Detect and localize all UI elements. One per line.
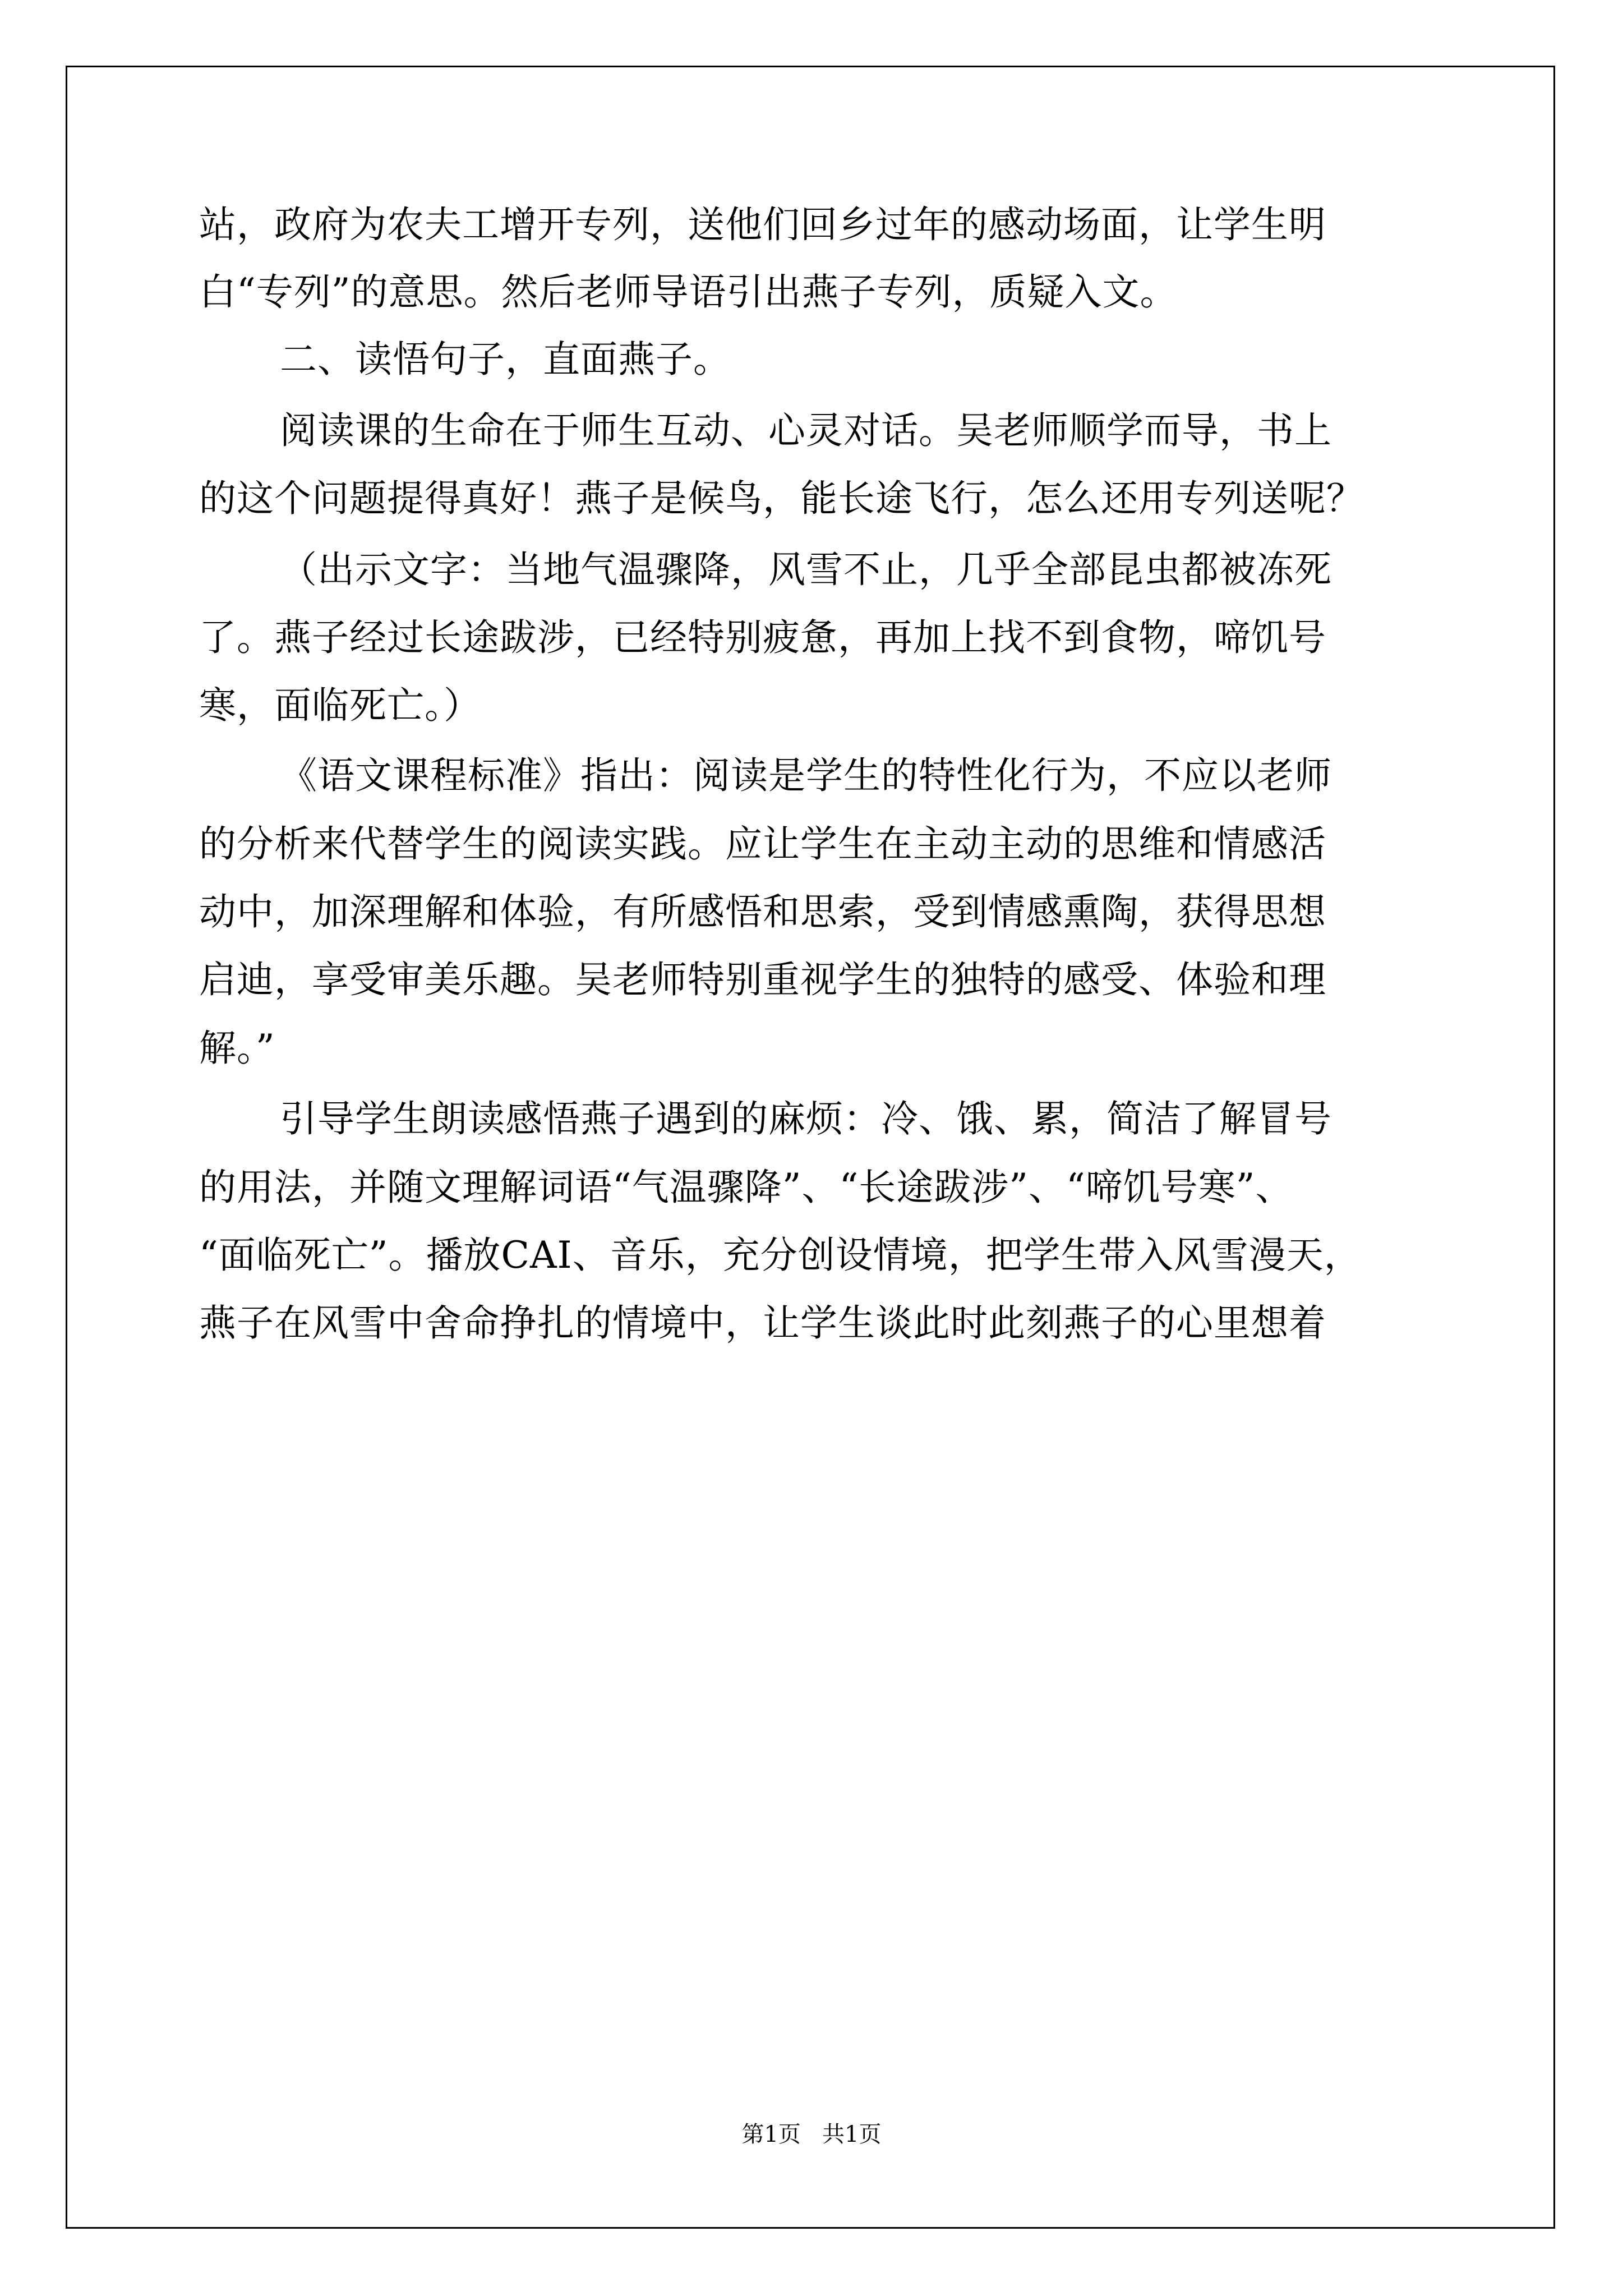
text-line: 白“专列”的意思。然后老师导语引出燕子专列，质疑入文。 bbox=[199, 270, 1178, 314]
text-line: 的用法，并随文理解词语“气温骤降”、“长途跋涉”、“啼饥号寒”、 bbox=[199, 1166, 1293, 1209]
text-line: 的分析来代替学生的阅读实践。应让学生在主动主动的思维和情感活 bbox=[199, 822, 1326, 866]
section-heading: 二、读悟句子，直面燕子。 bbox=[280, 338, 731, 381]
text-line: 站，政府为农夫工增开专列，送他们回乡过年的感动场面，让学生明 bbox=[199, 203, 1326, 246]
text-line: 动中，加深理解和体验，有所感悟和思索，受到情感熏陶，获得思想 bbox=[199, 890, 1326, 933]
text-line: 解。” bbox=[199, 1027, 275, 1070]
text-line: “面临死亡”。播放CAI、音乐，充分创设情境，把学生带入风雪漫天， bbox=[199, 1234, 1362, 1277]
text-line: 了。燕子经过长途跋涉，已经特别疲惫，再加上找不到食物，啼饥号 bbox=[199, 616, 1326, 659]
text-line: （出示文字：当地气温骤降，风雪不止，几乎全部昆虫都被冻死 bbox=[280, 548, 1332, 591]
page-border bbox=[66, 66, 1555, 2229]
text-line: 寒，面临死亡。） bbox=[199, 684, 481, 727]
text-line: 启迪，享受审美乐趣。吴老师特别重视学生的独特的感受、体验和理 bbox=[199, 958, 1326, 1001]
text-line: 引导学生朗读感悟燕子遇到的麻烦：冷、饿、累，简洁了解冒号 bbox=[280, 1097, 1332, 1140]
page-footer: 第1页 共1页 bbox=[741, 2122, 882, 2147]
text-line: 《语文课程标准》指出：阅读是学生的特性化行为，不应以老师 bbox=[280, 754, 1332, 797]
text-line: 燕子在风雪中舍命挣扎的情境中，让学生谈此时此刻燕子的心里想着 bbox=[199, 1301, 1326, 1345]
text-line: 的这个问题提得真好！燕子是候鸟，能长途飞行，怎么还用专列送呢？ bbox=[199, 477, 1364, 520]
text-line: 阅读课的生命在于师生互动、心灵对话。吴老师顺学而导，书上 bbox=[280, 409, 1332, 452]
